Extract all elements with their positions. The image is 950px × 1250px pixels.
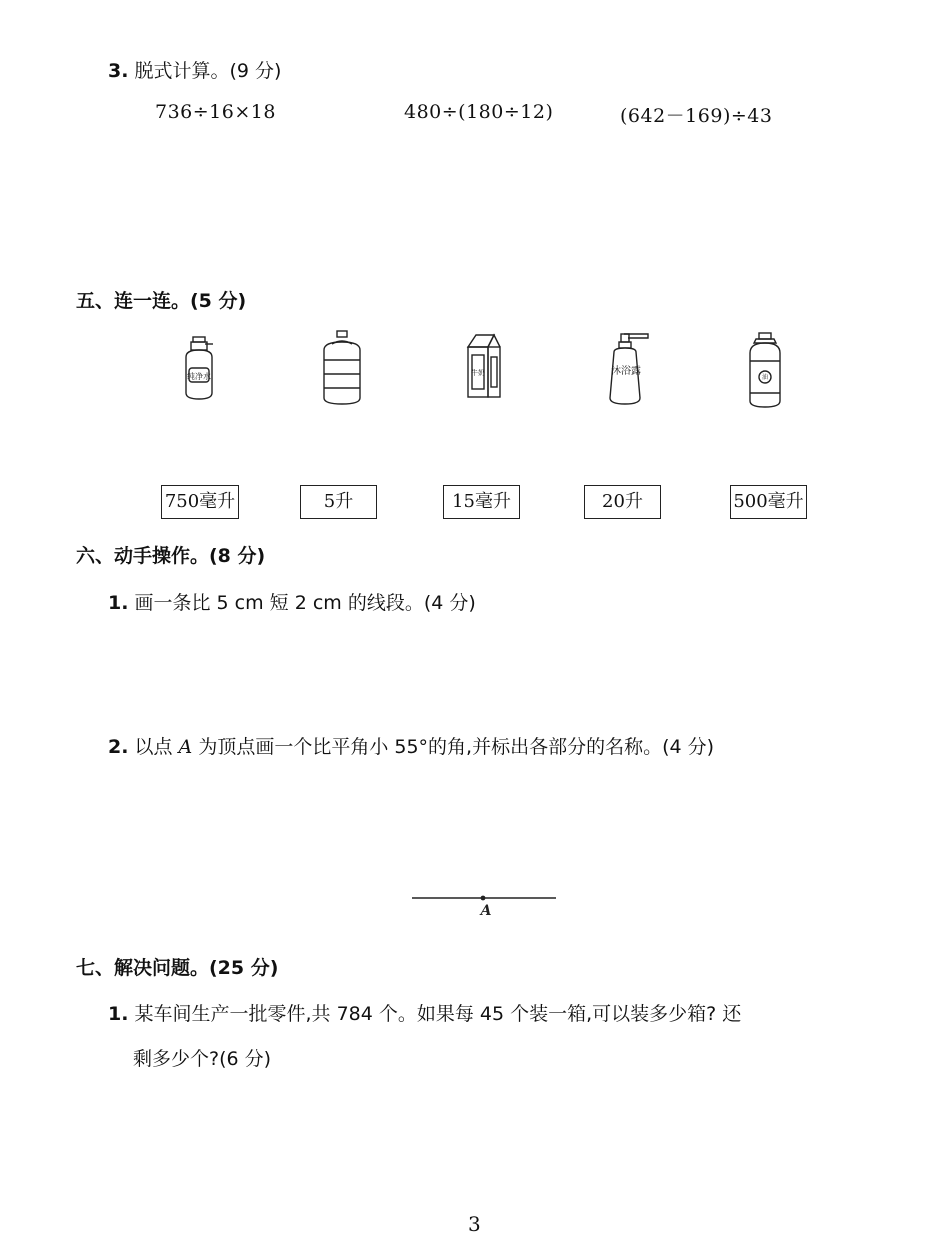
expression-1: 736÷16×18 [155, 101, 276, 123]
bottle-label-1: 纯净水 [187, 372, 211, 381]
expression-3: (642－169)÷43 [620, 105, 773, 127]
word-problem-line-1 [108, 999, 741, 1026]
question-number: 1. [108, 592, 129, 614]
oil-bottle-icon [744, 331, 786, 411]
word-problem-line-2: 剩多少个?(6 分) [133, 1048, 272, 1070]
point-a-dot [481, 896, 486, 901]
draw-angle-question [108, 732, 714, 759]
capacity-box-3[interactable]: 15毫升 [443, 485, 520, 519]
section-six-heading: 六、动手操作。(8 分) [76, 545, 266, 567]
question-number: 2. [108, 736, 129, 758]
question-text: 脱式计算。(9 分) [134, 60, 282, 82]
milk-carton-icon [464, 333, 502, 399]
section-five-heading: 五、连一连。(5 分) [76, 290, 247, 312]
baseline-with-point-a [410, 888, 560, 922]
capacity-box-5[interactable]: 500毫升 [730, 485, 807, 519]
small-pump-bottle-icon [178, 335, 220, 401]
point-a-label-inline: A [178, 736, 193, 758]
question-text-post: 为顶点画一个比平角小 55°的角,并标出各部分的名称。(4 分) [192, 736, 715, 758]
question-number: 1. [108, 1003, 129, 1025]
capacity-box-1[interactable]: 750毫升 [161, 485, 239, 519]
water-jug-icon [318, 330, 366, 406]
section-seven-heading: 七、解决问题。(25 分) [76, 957, 279, 979]
capacity-box-4[interactable]: 20升 [584, 485, 661, 519]
bottle-label-4: 沐浴露 [611, 366, 641, 377]
question-text-pre: 以点 [134, 736, 179, 758]
capacity-box-2[interactable]: 5升 [300, 485, 377, 519]
lotion-bottle-icon [606, 328, 652, 408]
bottle-label-5: 油 [761, 374, 769, 381]
question-number: 3. [108, 60, 129, 82]
page-number: 3 [468, 1212, 481, 1236]
calc-question-title [108, 56, 281, 83]
question-text: 画一条比 5 cm 短 2 cm 的线段。(4 分) [134, 592, 476, 614]
question-text: 某车间生产一批零件,共 784 个。如果每 45 个装一箱,可以装多少箱? 还 [134, 1003, 742, 1025]
expression-2: 480÷(180÷12) [404, 101, 554, 123]
point-a-label: A [480, 903, 492, 919]
draw-segment-question [108, 588, 476, 615]
bottle-label-3: 牛奶 [471, 369, 485, 377]
